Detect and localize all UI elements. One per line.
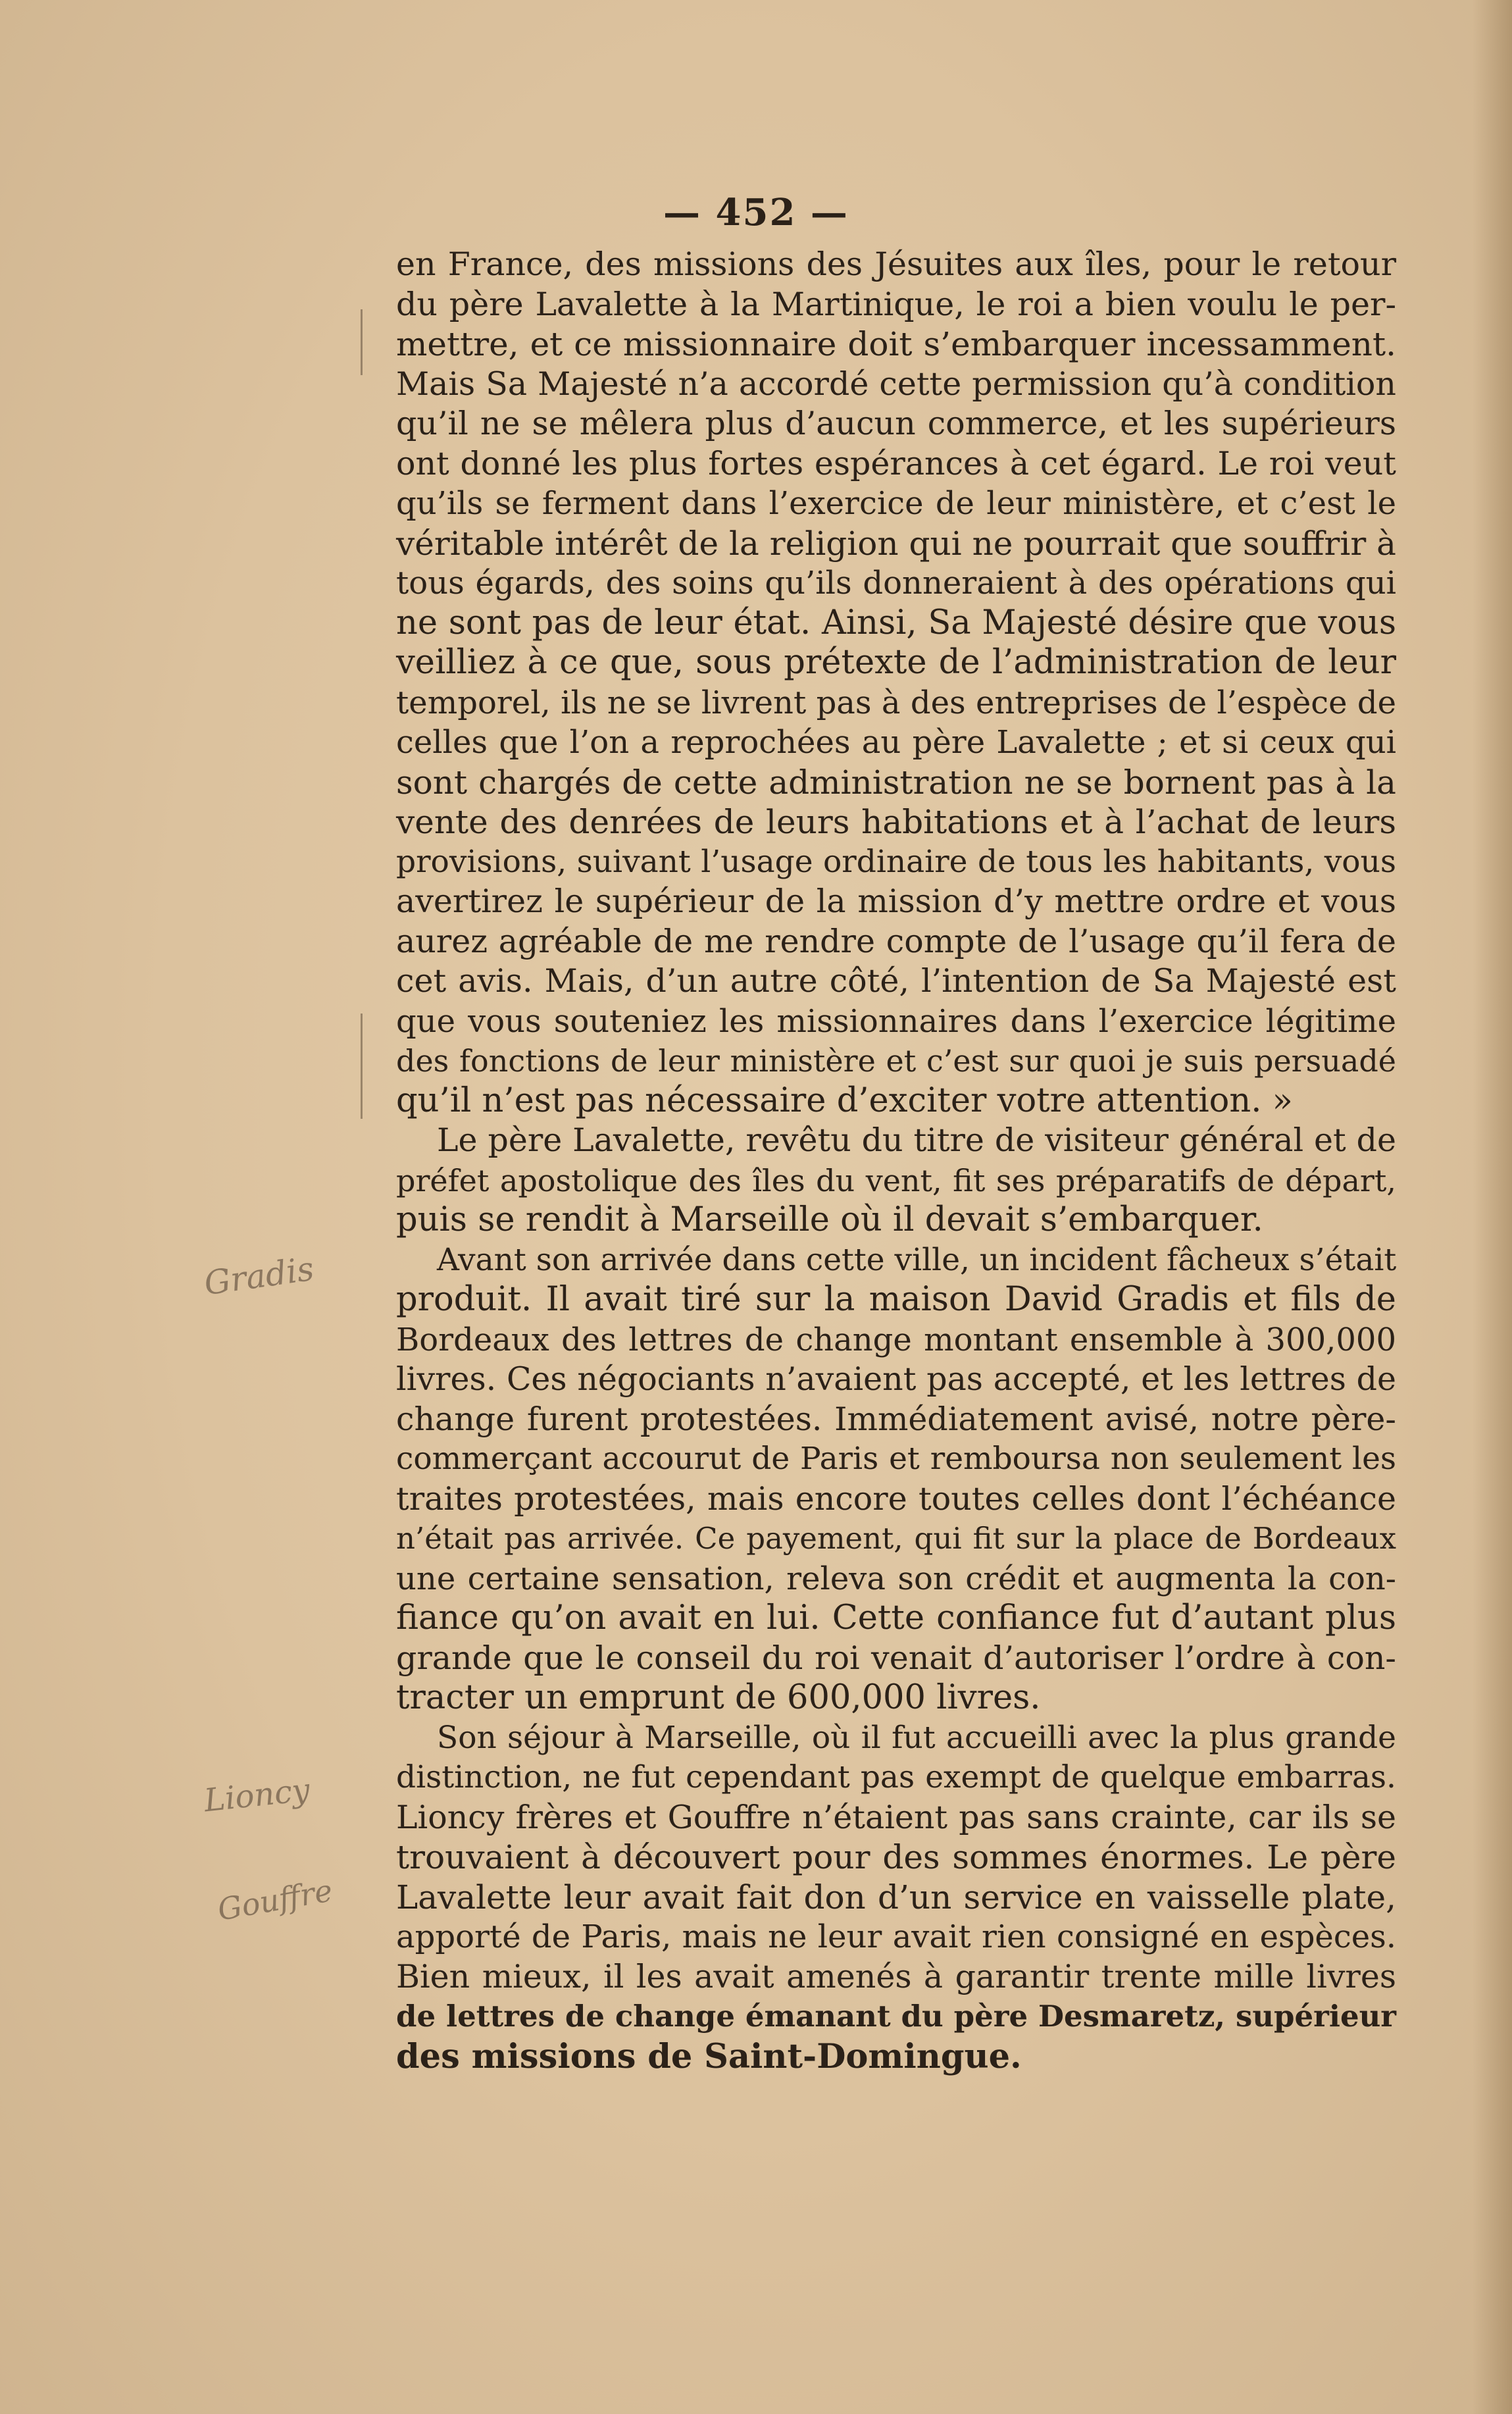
handwritten-annotation: Gouffre (214, 1872, 336, 1928)
text-line: provisions, suivant l’usage ordinaire de tous les habitants, vous (396, 843, 1396, 880)
text-line: aurez agréable de me rendre compte de l’usage qu’il fera de (396, 922, 1396, 960)
text-line: Bien mieux, il les avait amenés à garantir trente mille livres (396, 1957, 1396, 1995)
text-line: des fonctions de leur ministère et c’est sur quoi je suis persuadé (396, 1043, 1396, 1079)
text-line: mettre, et ce missionnaire doit s’embarquer incessamment. (396, 325, 1396, 363)
text-line: sont chargés de cette administration ne se bornent pas à la (396, 763, 1396, 802)
text-line: puis se rendit à Marseille où il devait s’embarquer. (396, 1200, 1263, 1239)
text-line: change furent protestées. Immédiatement avisé, notre père- (396, 1400, 1396, 1438)
text-line: Bordeaux des lettres de change montant ensemble à 300,000 (396, 1321, 1396, 1358)
text-line: des missions de Saint-Domingue. (396, 2036, 1022, 2076)
text-line: grande que le conseil du roi venait d’autoriser l’ordre à con- (396, 1639, 1396, 1677)
page-edge-shadow (1473, 0, 1512, 2414)
text-line: livres. Ces négociants n’avaient pas accepté, et les lettres de (396, 1360, 1396, 1398)
text-line: cet avis. Mais, d’un autre côté, l’intention de Sa Majesté est (396, 962, 1396, 1000)
text-line: Lavalette leur avait fait don d’un service en vaisselle plate, (396, 1878, 1396, 1916)
text-line: tracter un emprunt de 600,000 livres. (396, 1678, 1041, 1717)
text-line: n’était pas arrivée. Ce payement, qui fit sur la place de Bordeaux (396, 1521, 1396, 1556)
page-number: — 452 — (663, 191, 849, 234)
text-line: qu’ils se ferment dans l’exercice de leur ministère, et c’est le (396, 485, 1396, 522)
text-line: Lioncy frères et Gouffre n’étaient pas sans crainte, car ils se (396, 1798, 1396, 1836)
text-line: en France, des missions des Jésuites aux îles, pour le retour (396, 245, 1396, 283)
text-line: fiance qu’on avait en lui. Cette confiance fut d’autant plus (396, 1599, 1396, 1637)
text-line: ne sont pas de leur état. Ainsi, Sa Majesté désire que vous (396, 603, 1396, 642)
text-line: préfet apostolique des îles du vent, fit ses préparatifs de départ, (396, 1162, 1396, 1198)
text-line: que vous souteniez les missionnaires dans l’exercice légitime (396, 1002, 1396, 1040)
text-line: Mais Sa Majesté n’a accordé cette permission qu’à condition (396, 365, 1396, 403)
text-line: une certaine sensation, releva son crédit et augmenta la con- (396, 1560, 1396, 1597)
pencil-margin-mark (361, 1014, 363, 1119)
body-text (396, 245, 1396, 2076)
text-line: apporté de Paris, mais ne leur avait rien consigné en espèces. (396, 1918, 1396, 1955)
text-line: veilliez à ce que, sous prétexte de l’administration de leur (396, 643, 1396, 682)
text-line: tous égards, des soins qu’ils donneraient à des opérations qui (396, 565, 1396, 602)
text-line: distinction, ne fut cependant pas exempt de quelque embarras. (396, 1759, 1396, 1795)
handwritten-annotation: Gradis (201, 1249, 316, 1303)
text-line: de lettres de change émanant du père Desmaretz, supérieur (396, 1999, 1396, 2034)
text-line: temporel, ils ne se livrent pas à des entreprises de l’espèce de (396, 684, 1396, 721)
text-line: vente des denrées de leurs habitations et à l’achat de leurs (396, 803, 1396, 841)
text-line: traites protestées, mais encore toutes celles dont l’échéance (396, 1479, 1396, 1518)
text-line: véritable intérêt de la religion qui ne pourrait que souffrir à (396, 524, 1396, 563)
text-line: produit. Il avait tiré sur la maison David Gradis et fils de (396, 1280, 1396, 1319)
handwritten-annotation: Lioncy (202, 1771, 312, 1820)
text-line: trouvaient à découvert pour des sommes énormes. Le père (396, 1838, 1396, 1876)
text-line: Son séjour à Marseille, où il fut accueilli avec la plus grande (437, 1719, 1396, 1756)
text-line: qu’il n’est pas nécessaire d’exciter votre attention. » (396, 1081, 1293, 1120)
text-line: avertirez le supérieur de la mission d’y mettre ordre et vous (396, 883, 1396, 920)
text-line: qu’il ne se mêlera plus d’aucun commerce, et les supérieurs (396, 405, 1396, 442)
text-line: ont donné les plus fortes espérances à cet égard. Le roi veut (396, 444, 1396, 482)
text-line: commerçant accourut de Paris et remboursa non seulement les (396, 1441, 1396, 1477)
text-line: Le père Lavalette, revêtu du titre de visiteur général et de (437, 1121, 1396, 1159)
text-line: du père Lavalette à la Martinique, le roi a bien voulu le per- (396, 285, 1396, 323)
text-line: Avant son arrivée dans cette ville, un incident fâcheux s’était (437, 1241, 1397, 1278)
text-line: celles que l’on a reprochées au père Lavalette ; et si ceux qui (396, 724, 1396, 761)
pencil-margin-mark (361, 309, 363, 375)
